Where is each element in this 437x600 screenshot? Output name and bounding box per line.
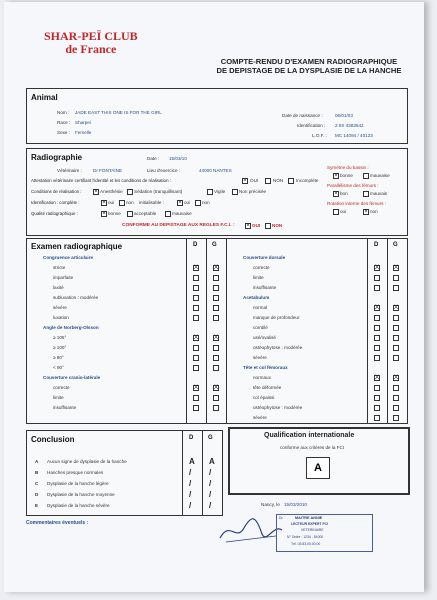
animal-heading: Animal [31, 93, 58, 102]
id-value: 2 6X 4383542 [335, 123, 364, 128]
exam-left-col-g: G [212, 242, 217, 248]
exam-right-group-heading: Couverture dorsale [243, 255, 286, 260]
conform-oui-label: OUI [252, 223, 261, 228]
rot-non-checkbox[interactable]: × [364, 209, 368, 215]
conclusion-right-value: / [189, 479, 192, 488]
exam-divider-2 [206, 239, 207, 423]
exam-divider-4 [367, 239, 368, 423]
conclusion-letter: C [35, 481, 39, 486]
vet-value: Dr FONTAINE [93, 168, 123, 173]
att-oui-checkbox[interactable]: × [243, 178, 247, 184]
quality-acceptable-label: acceptable [134, 211, 157, 216]
exam-right-row-label: normaux [253, 375, 271, 380]
exam-right-right-checkbox[interactable] [374, 385, 380, 391]
cond-vigile-label: Vigile [214, 189, 226, 194]
stamp-line-1: Dr. [279, 516, 284, 520]
conclusion-left-value: / [209, 468, 212, 477]
quality-mauvaise-checkbox[interactable] [165, 211, 171, 217]
exam-divider-3 [226, 239, 227, 423]
signature-place-label: Nancy, le [261, 502, 280, 507]
conclusion-label: Hanches presque normales [47, 470, 104, 475]
conclusion-left-value: / [209, 490, 212, 499]
ident-non-checkbox[interactable] [119, 200, 125, 206]
conform-non-label: NON [272, 223, 283, 228]
conclusion-label: Aucun signe de dysplasie de la hanche [47, 459, 127, 464]
conclusion-right-value: / [189, 501, 192, 510]
exam-left-left-checkbox[interactable] [213, 295, 219, 301]
exam-left-row-label: subluxation : modérée [53, 295, 99, 300]
exam-right-left-checkbox[interactable] [393, 345, 399, 351]
exam-right-left-checkbox[interactable] [393, 275, 399, 281]
exam-right-row-label: ostéophytose : modérée [253, 345, 303, 350]
exam-right-right-checkbox[interactable] [374, 275, 380, 281]
radiographie-heading: Radiographie [31, 153, 83, 162]
qualification-heading: Qualification internationale [264, 432, 355, 439]
conform-label: CONFORME AU DEPISTAGE AUX REGLES F.C.I. : [122, 223, 235, 228]
concl-divider-2 [202, 431, 203, 515]
lieu-value: 44000 NANTES [199, 168, 232, 173]
conclusion-section [26, 430, 223, 516]
exam-left-right-checkbox[interactable]: X [194, 335, 199, 341]
conform-oui-checkbox[interactable]: × [246, 223, 250, 229]
exam-right-left-checkbox[interactable] [393, 405, 399, 411]
rot-oui-checkbox[interactable] [333, 209, 339, 215]
exam-left-row-label: ≥ 100° [53, 345, 67, 350]
exam-right-group-heading: Acetabulum [243, 295, 270, 300]
concl-divider-1 [182, 431, 183, 515]
conclusion-letter: A [35, 459, 39, 464]
conclusion-left-value: / [209, 479, 212, 488]
signature-date: 15/03/2010 [284, 502, 307, 507]
par-bon-checkbox[interactable]: × [334, 191, 338, 197]
exam-right-left-checkbox[interactable] [393, 385, 399, 391]
exam-right-row-label: col épaissi [253, 395, 275, 400]
exam-heading: Examen radiographique [31, 242, 123, 251]
exam-left-right-checkbox[interactable]: X [194, 385, 199, 391]
cond-sedation-label: Sédation (tranquillisant) [134, 189, 183, 194]
att-non-label: NON [273, 178, 284, 183]
exam-right-row-label: correcte [253, 265, 270, 270]
exam-right-right-checkbox[interactable]: X [375, 375, 380, 381]
animal-section [26, 88, 408, 144]
qualification-subtitle: conforme aux critères de la FCI [280, 445, 345, 450]
concl-col-d: D [189, 435, 194, 441]
exam-divider-1 [186, 239, 187, 423]
exam-left-left-checkbox[interactable] [213, 345, 219, 351]
rot-oui-label: oui [340, 209, 347, 214]
sexe-value: Femelle [75, 130, 92, 135]
exam-left-left-checkbox[interactable]: X [214, 335, 219, 341]
conclusion-label: Dysplasie de la hanche sévère [47, 503, 110, 508]
exam-right-right-checkbox[interactable] [374, 315, 380, 321]
stamp-line-6: Tél. 03.83.00.00.00 [291, 542, 321, 546]
conclusion-label: Dysplasie de la hanche moyenne [47, 492, 115, 497]
exam-right-row-label: normal [253, 305, 268, 310]
exam-right-right-checkbox[interactable] [374, 335, 380, 341]
exam-right-right-checkbox[interactable] [374, 325, 380, 331]
title-line-1: COMPTE-RENDU D'EXAMEN RADIOGRAPHIQUE [220, 57, 398, 66]
ident-init-label: initialisable : [139, 200, 165, 205]
sym-mauvaise-checkbox[interactable] [363, 173, 369, 179]
quality-bonne-label: bonne [108, 211, 121, 216]
exam-left-left-checkbox[interactable] [213, 275, 219, 281]
exam-right-left-checkbox[interactable]: X [394, 375, 399, 381]
exam-left-col-d: D [193, 242, 198, 248]
exam-left-left-checkbox[interactable] [213, 285, 219, 291]
radio-date-value: 15/03/10 [169, 156, 187, 161]
lieu-label: Lieu d'exercice : [147, 168, 181, 173]
exam-right-right-checkbox[interactable]: X [375, 265, 380, 271]
nom-value: JADE EAST THIS ONE IS FOR THE GIRL [75, 110, 162, 115]
exam-right-row-label: comblé [253, 325, 268, 330]
exam-right-row-label: sévère [253, 355, 267, 360]
attestation-label: Attestation vétérinaire certifiant l'identité et les conditions de réalisation : [31, 178, 171, 183]
exam-left-right-checkbox[interactable] [193, 395, 199, 401]
exam-left-right-checkbox[interactable] [193, 405, 199, 411]
exam-left-right-checkbox[interactable]: X [194, 265, 199, 271]
cond-anesthesie-label: Anesthésie [100, 189, 123, 194]
quality-acceptable-checkbox[interactable] [127, 211, 133, 217]
quality-mauvaise-label: mauvaise [172, 211, 192, 216]
dob-value: 06/01/03 [335, 113, 353, 118]
sym-bonne-label: bonne [340, 173, 353, 178]
exam-left-left-checkbox[interactable] [213, 315, 219, 321]
exam-section [26, 238, 408, 424]
cond-vigile-checkbox[interactable] [207, 189, 213, 195]
exam-right-row-label: ostéophytose : modérée [253, 405, 303, 410]
conclusion-letter: B [35, 470, 39, 475]
club-country: de France [65, 42, 117, 56]
conclusion-right-value: / [189, 490, 192, 499]
exam-right-row-label: usé/ovalisé [253, 335, 276, 340]
ident-non-label: non [126, 200, 134, 205]
conclusion-left-value: / [209, 501, 212, 510]
exam-right-row-label: insuffisante [253, 285, 277, 290]
ident-init-non-label: non [202, 200, 210, 205]
exam-right-row-label: manque de profondeur [253, 315, 300, 320]
exam-left-right-checkbox[interactable] [193, 305, 199, 311]
ident-init-oui-label: oui [184, 200, 191, 205]
exam-right-left-checkbox[interactable] [393, 355, 399, 361]
exam-left-left-checkbox[interactable] [213, 365, 219, 371]
exam-right-left-checkbox[interactable] [393, 285, 399, 291]
rotation-label: Rotation interne des fémurs : [327, 201, 386, 206]
report-title [194, 57, 424, 75]
exam-right-right-checkbox[interactable] [374, 345, 380, 351]
exam-left-row-label: luxation [53, 315, 69, 320]
exam-right-right-checkbox[interactable] [374, 285, 380, 291]
cond-sedation-checkbox[interactable] [127, 189, 133, 195]
ident-init-non-checkbox[interactable] [195, 200, 201, 206]
exam-left-row-label: ≥ 105° [53, 335, 67, 340]
parallelism-label: Parallélisme des fémurs : [327, 183, 379, 188]
exam-left-group-heading: Congruence articulaire [43, 255, 94, 260]
att-oui-label: OUI [250, 178, 259, 183]
exam-right-right-checkbox[interactable]: X [375, 305, 380, 311]
exam-right-left-checkbox[interactable] [393, 415, 399, 421]
stamp-line-5: N° Ordre : 1234 - 54000 [287, 535, 324, 539]
exam-left-row-label: imparfaite [53, 275, 74, 280]
exam-left-row-label: correcte [53, 385, 70, 390]
ident-oui-label: oui [108, 200, 115, 205]
race-label: Race : [57, 120, 71, 125]
radiographie-section [26, 148, 408, 236]
exam-right-row-label: tête déformée [253, 385, 282, 390]
vet-stamp [276, 514, 373, 552]
par-mauvais-checkbox[interactable] [363, 191, 369, 197]
exam-right-col-d: D [374, 242, 379, 248]
exam-left-row-label: sévère [53, 305, 67, 310]
concl-col-g: G [208, 435, 213, 441]
exam-right-right-checkbox[interactable] [374, 355, 380, 361]
ident-oui-checkbox[interactable]: × [102, 200, 106, 206]
ident-init-oui-checkbox[interactable]: × [178, 200, 182, 206]
exam-left-left-checkbox[interactable]: X [214, 385, 219, 391]
exam-right-left-checkbox[interactable] [393, 395, 399, 401]
exam-left-right-checkbox[interactable] [193, 295, 199, 301]
conclusion-heading: Conclusion [31, 435, 75, 444]
exam-right-row-label: limite [253, 275, 264, 280]
conform-non-checkbox[interactable] [265, 223, 271, 229]
exam-left-left-checkbox[interactable] [213, 305, 219, 311]
exam-left-left-checkbox[interactable] [213, 355, 219, 361]
exam-left-row-label: stricte [53, 265, 66, 270]
qualification-grade: A [306, 457, 330, 479]
cond-anesthesie-checkbox[interactable]: × [94, 189, 98, 195]
exam-right-right-checkbox[interactable] [374, 405, 380, 411]
quality-label: Qualité radiographique : [31, 211, 78, 216]
exam-left-row-label: ≥ 90° [53, 355, 64, 360]
exam-left-row-label: insuffisante [53, 405, 77, 410]
race-value: Sharpei [75, 120, 91, 125]
exam-left-left-checkbox[interactable]: X [214, 265, 219, 271]
ident-label: Identification : complète : [31, 200, 80, 205]
nom-label: Nom : [57, 110, 70, 115]
exam-left-row-label: laxité [53, 285, 64, 290]
att-incomplete-checkbox[interactable] [288, 178, 294, 184]
att-non-checkbox[interactable] [265, 178, 271, 184]
quality-bonne-checkbox[interactable]: × [102, 211, 106, 217]
att-incomplete-label: Incomplète [296, 178, 319, 183]
exam-left-row-label: < 90° [53, 365, 64, 370]
conclusion-left-value: A [209, 457, 215, 466]
stamp-line-3: LECTEUR EXPERT FCI [291, 522, 328, 526]
stamp-line-4: VETERINAIRE [301, 528, 324, 532]
exam-right-row-label: sévère [253, 415, 267, 420]
exam-left-right-checkbox[interactable] [193, 285, 199, 291]
exam-right-left-checkbox[interactable] [393, 315, 399, 321]
radio-date-label: Date : [147, 156, 160, 161]
exam-left-left-checkbox[interactable] [213, 405, 219, 411]
exam-right-col-g: G [393, 242, 398, 248]
exam-left-row-label: limite [53, 395, 64, 400]
id-label: Identification : [297, 123, 326, 128]
club-logo-text [44, 30, 138, 56]
exam-left-right-checkbox[interactable] [193, 355, 199, 361]
conclusion-label: Dysplasie de la hanche légère [47, 481, 109, 486]
exam-left-right-checkbox[interactable] [193, 275, 199, 281]
exam-right-right-checkbox[interactable] [374, 395, 380, 401]
qualification-section [228, 427, 410, 495]
stamp-line-2: MAITRE ANNIE [295, 516, 323, 520]
dob-label: Date de naissance : [282, 113, 323, 118]
sym-mauvaise-label: mauvaise [370, 173, 390, 178]
exam-left-group-heading: Angle de Norberg-Olsson [43, 325, 99, 330]
exam-divider-5 [387, 239, 388, 423]
exam-right-left-checkbox[interactable] [393, 325, 399, 331]
exam-left-right-checkbox[interactable] [193, 345, 199, 351]
cond-nonprecisee-label: Non précisée [239, 189, 267, 194]
conclusion-letter: E [35, 503, 39, 508]
exam-left-left-checkbox[interactable] [213, 395, 219, 401]
exam-right-left-checkbox[interactable]: X [394, 265, 399, 271]
par-bon-label: bon [340, 191, 348, 196]
vet-label: Vétérinaire : [57, 168, 82, 173]
exam-right-left-checkbox[interactable]: X [394, 305, 399, 311]
cond-nonprecisee-checkbox[interactable] [232, 189, 238, 195]
club-name: SHAR-PEÏ CLUB [44, 29, 138, 43]
conclusion-letter: D [35, 492, 39, 497]
symmetry-label: Symétrie du bassin : [327, 165, 369, 170]
lof-value: MC 14094 / 40123 [335, 133, 373, 138]
exam-right-group-heading: Tête et col fémoraux [243, 365, 288, 370]
exam-left-right-checkbox[interactable] [193, 315, 199, 321]
exam-left-group-heading: Couverture cranio-latérale [43, 375, 101, 380]
conclusion-right-value: A [189, 457, 195, 466]
conclusion-right-value: / [189, 468, 192, 477]
comments-label: Commentaires éventuels : [26, 520, 89, 526]
exam-right-left-checkbox[interactable] [393, 335, 399, 341]
sym-bonne-checkbox[interactable]: × [334, 173, 338, 179]
rot-non-label: non [370, 209, 378, 214]
title-line-2: DE DEPISTAGE DE LA DYSPLASIE DE LA HANCHE [216, 66, 402, 75]
lof-label: L.O.F. : [312, 133, 327, 138]
conditions-label: Conditions de réalisation : [31, 189, 82, 194]
exam-right-right-checkbox[interactable] [374, 415, 380, 421]
report-sheet [4, 2, 424, 592]
par-mauvais-label: mauvais [370, 191, 388, 196]
sexe-label: Sexe : [57, 130, 71, 135]
exam-left-right-checkbox[interactable] [193, 365, 199, 371]
